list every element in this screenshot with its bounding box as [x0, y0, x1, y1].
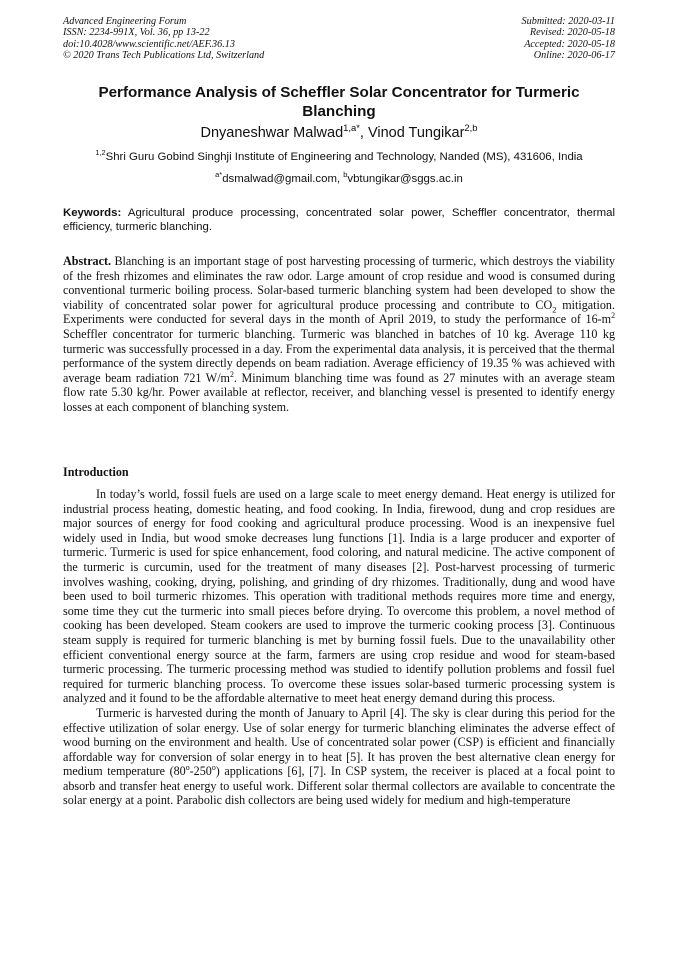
- paragraph-text: -250: [189, 764, 212, 779]
- email-mark: b: [343, 170, 348, 180]
- paper-title: Performance Analysis of Scheffler Solar Concentrator for Turmeric Blanching: [98, 84, 580, 120]
- degree-mark: o: [211, 763, 216, 773]
- email-separator: ,: [336, 173, 344, 185]
- degree-mark: o: [185, 763, 190, 773]
- abstract-text: Scheffler concentrator for turmeric blanching. Turmeric was blanched in batches of 10 kg. Average 110 kg turmeric was successfully processed in a day. From the experimental data analysis, it is perceived that the thermal performance of the system directly depends on beam radiation. Average efficiency of 19.35 % was achieved with average beam radiation 721 W/m: [63, 326, 615, 385]
- paragraph-text: ) applications [6], [7]. In CSP system, the receiver is placed at a focal point to absorb and transfer heat energy to useful work. Different solar thermal collectors are available to concentrate the solar energy at a point. Parabolic dish collectors are being used widely for medium and high-temperature: [63, 764, 615, 808]
- author-affiliation-mark: 2,b: [464, 122, 478, 134]
- email-mark: a*: [215, 170, 223, 180]
- publication-dates: [522, 16, 615, 62]
- paragraph: [63, 706, 615, 808]
- keywords-label: Keywords:: [63, 207, 122, 219]
- email-link[interactable]: vbtungikar@sggs.ac.in: [347, 173, 463, 185]
- affiliation-mark: 1,2: [95, 148, 106, 158]
- author-affiliation-mark: 1,a*: [343, 122, 360, 134]
- author-separator: ,: [359, 125, 368, 141]
- author-name: Vinod Tungikar: [367, 125, 465, 141]
- affiliation: [63, 150, 615, 164]
- abstract-superscript: 2: [611, 311, 615, 321]
- online-date: Online: 2020-06-17: [533, 50, 615, 62]
- accepted-date: Accepted: 2020-05-18: [524, 38, 615, 50]
- paragraph-text: Turmeric is harvested during the month of January to April [4]. The sky is clear during this period for the effective utilization of solar energy. Use of solar energy for turmeric blanching eliminates the adverse effect of wood burning on the environment and health. Use of concentrated solar power (CSP) is efficient and financially affordable way for conversion of solar energy in to heat [5]. It has proven the best alternative clean energy for medium temperature (80: [63, 705, 615, 779]
- keywords: [63, 206, 615, 234]
- journal-issn: ISSN: 2234-991X, Vol. 36, pp 13-22: [63, 27, 210, 39]
- introduction-body: [63, 487, 615, 808]
- journal-copyright: © 2020 Trans Tech Publications Ltd, Switzerland: [63, 50, 265, 62]
- email-link[interactable]: dsmalwad@gmail.com: [222, 173, 337, 185]
- submitted-date: Submitted: 2020-03-11: [521, 16, 615, 27]
- journal-info: [63, 16, 264, 62]
- revised-date: Revised: 2020-05-18: [529, 27, 615, 39]
- section-heading: Introduction: [63, 465, 129, 479]
- abstract: [63, 254, 615, 415]
- paragraph: In today’s world, fossil fuels are used on a large scale to meet energy demand. Heat energy is utilized for industrial process heating, domestic heating, and food cooking. In India, firewood, dung and crop residues are major sources of energy for food cooking and agricultural produce processing. Wood is an inexpensive fuel widely used in India, but wood smoke decreases lung functions [1]. India is a large producer and exporter of turmeric. Turmeric is used for spice enhancement, food coloring, and natural medicine. The active component of the turmeric is curcumin, used for the treatment of many diseases [2]. Post-harvest processing of turmeric involves washing, cooking, drying, polishing, and grinding of dry rhizomes. Traditionally, dung and wood have been used to boil turmeric rhizomes. This operation with traditional methods requires more time and energy, some time they cut the turmeric into small pieces before drying. To overcome this problem, a novel method of cooking has been developed. Steam cookers are used to improve the turmeric cooking process [3]. Continuous steam supply is required for turmeric blanching is met by burning fossil fuels. Due to the unavailability other efficient conventional energy source at the farm, farmers are using crop residue and wood for steam-based turmeric processing. The turmeric processing method was studied to identify pollution problems and fossil fuel required for turmeric blanching process. To overcome these issues solar-based turmeric processing system is analyzed and it found to be the affordable alternative to meet heat energy demand during this process.: [63, 487, 615, 706]
- keywords-text: Agricultural produce processing, concentrated solar power, Scheffler concentrator, thermal efficiency, turmeric blanching.: [63, 207, 616, 234]
- author-list: [63, 124, 615, 142]
- author-name: Dnyaneshwar Malwad: [200, 125, 344, 141]
- abstract-superscript: 2: [229, 369, 234, 379]
- journal-name: Advanced Engineering Forum: [63, 16, 187, 27]
- affiliation-text: Shri Guru Gobind Singhji Institute of Engineering and Technology, Nanded (MS), 431606, India: [105, 151, 583, 163]
- abstract-text: Blanching is an important stage of post harvesting processing of turmeric, which destroys the viability of the fresh rhizomes and eliminates the raw odor. Large amount of crop residue and wood is consumed during conventional turmeric boiling process. Solar-based turmeric blanching system had been developed to show the viability of concentrated solar power for agricultural produce processing and contribute to CO: [63, 254, 615, 312]
- author-emails: [63, 172, 615, 186]
- abstract-subscript: 2: [552, 304, 557, 315]
- journal-doi[interactable]: doi:10.4028/www.scientific.net/AEF.36.13: [63, 38, 235, 50]
- abstract-text: . Minimum blanching time was found as 27 minutes with an average steam flow rate 5.30 kg/hr. Power available at reflector, receiver, and blanching vessel is presented to identify energy losses at each component of blanching system.: [63, 370, 615, 414]
- abstract-label: Abstract.: [63, 254, 112, 268]
- abstract-text: mitigation. Experiments were conducted for several days in the month of April 2019, to study the performance of 16-m: [63, 297, 616, 327]
